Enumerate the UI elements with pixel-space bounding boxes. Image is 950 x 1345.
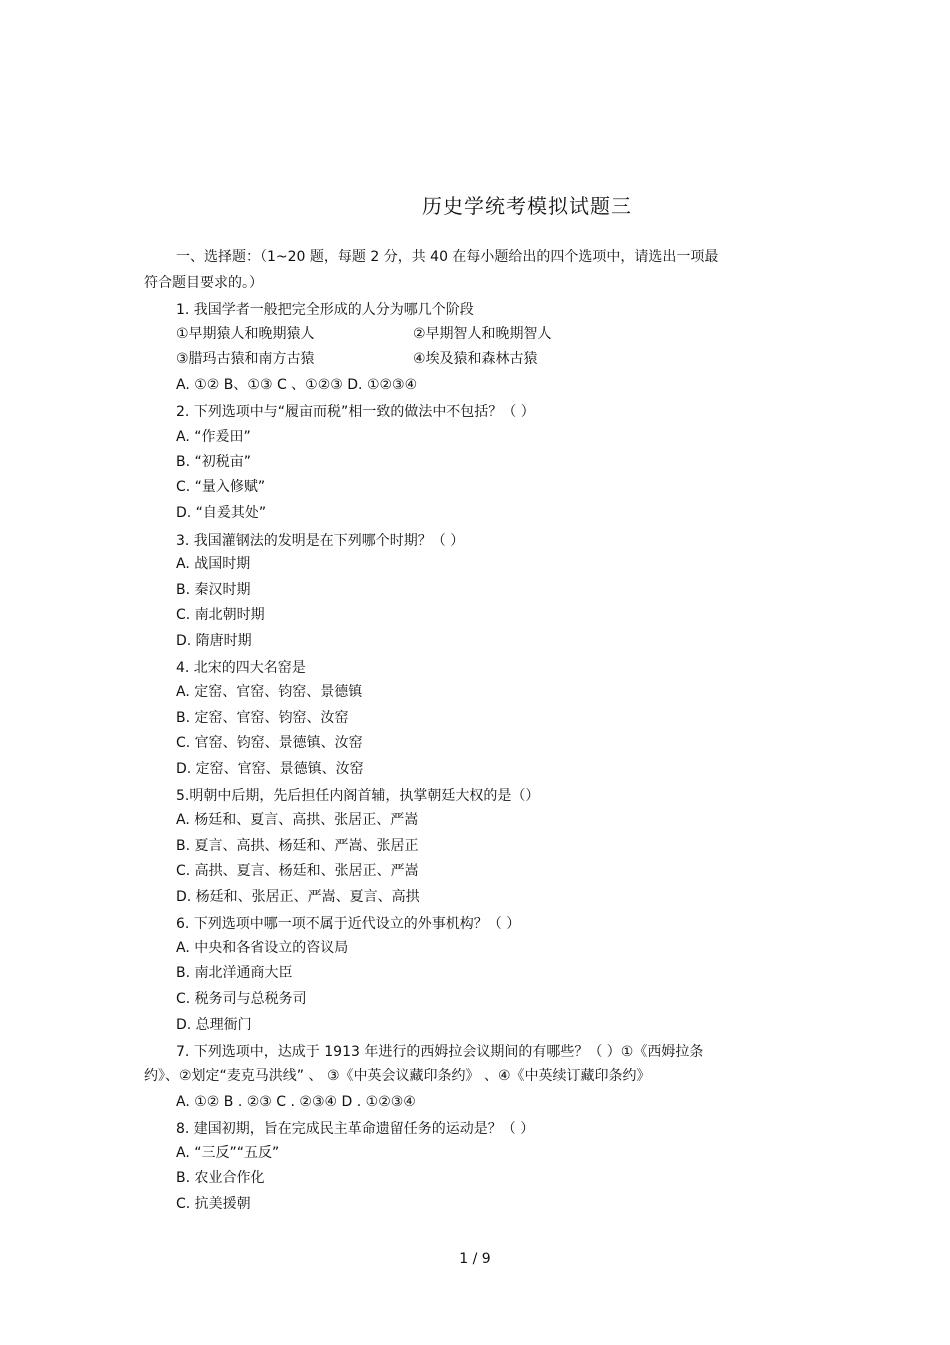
instructions-line-1: 一、选择题：（1~20 题，每题 2 分，共 40 在每小题给出的四个选项中，请选出一项最 <box>176 249 719 265</box>
q5-option-a: A. 杨廷和、夏言、高拱、张居正、严嵩 <box>176 812 419 828</box>
q4-option-b: B. 定窑、官窑、钧窑、汝窑 <box>176 710 349 726</box>
instructions-line-2: 符合题目要求的。） <box>144 275 263 291</box>
document-title: 历史学统考模拟试题三 <box>422 194 632 218</box>
q3-stem: 3. 我国灌钢法的发明是在下列哪个时期？（ ） <box>176 533 465 549</box>
q1-stem: 1. 我国学者一般把完全形成的人分为哪几个阶段 <box>176 302 474 318</box>
q5-option-c: C. 高拱、夏言、杨廷和、张居正、严嵩 <box>176 863 419 879</box>
q6-option-a: A. 中央和各省设立的咨议局 <box>176 940 349 956</box>
q4-option-d: D. 定窑、官窑、景德镇、汝窑 <box>176 761 364 777</box>
q7-choices: A. ①② B . ②③ C . ②③④ D . ①②③④ <box>176 1094 416 1110</box>
q1-item-2: ②早期智人和晚期智人 <box>413 326 552 342</box>
q4-option-c: C. 官窑、钧窑、景德镇、汝窑 <box>176 735 363 751</box>
q1-item-3: ③腊玛古猿和南方古猿 <box>176 351 315 367</box>
q3-option-c: C. 南北朝时期 <box>176 607 265 623</box>
q5-stem: 5.明朝中后期，先后担任内阁首辅，执掌朝廷大权的是（） <box>176 788 540 804</box>
page-number: 1 / 9 <box>459 1251 491 1267</box>
q3-option-d: D. 隋唐时期 <box>176 633 252 649</box>
q6-option-d: D. 总理衙门 <box>176 1017 252 1033</box>
q5-option-b: B. 夏言、高拱、杨廷和、严嵩、张居正 <box>176 838 419 854</box>
q7-stem-line-2: 约》、②划定“麦克马洪线” 、 ③《中英会议藏印条约》 、④《中英续订藏印条约》 <box>144 1068 651 1084</box>
q4-stem: 4. 北宋的四大名窑是 <box>176 660 306 676</box>
q2-option-a: A. “作爰田” <box>176 429 251 445</box>
q1-item-1: ①早期猿人和晚期猿人 <box>176 326 315 342</box>
q2-option-b: B. “初税亩” <box>176 454 252 470</box>
q2-stem: 2. 下列选项中与“履亩而税”相一致的做法中不包括？（ ） <box>176 404 535 420</box>
q2-option-c: C. “量入修赋” <box>176 479 266 495</box>
q8-option-c: C. 抗美援朝 <box>176 1196 251 1212</box>
q2-option-d: D. “自爰其处” <box>176 505 267 521</box>
q3-option-a: A. 战国时期 <box>176 556 251 572</box>
q8-option-b: B. 农业合作化 <box>176 1170 265 1186</box>
q6-option-b: B. 南北洋通商大臣 <box>176 965 293 981</box>
q7-stem-line-1: 7. 下列选项中，达成于 1913 年进行的西姆拉会议期间的有哪些？（ ）①《西姆拉条 <box>176 1044 704 1060</box>
q8-option-a: A. “三反”“五反” <box>176 1145 280 1161</box>
q1-choices: A. ①② B、①③ C 、①②③ D. ①②③④ <box>176 377 418 393</box>
q3-option-b: B. 秦汉时期 <box>176 582 251 598</box>
q6-option-c: C. 税务司与总税务司 <box>176 991 307 1007</box>
q6-stem: 6. 下列选项中哪一项不属于近代设立的外事机构？（ ） <box>176 916 521 932</box>
q8-stem: 8. 建国初期，旨在完成民主革命遗留任务的运动是？（ ） <box>176 1121 535 1137</box>
q1-item-4: ④埃及猿和森林古猿 <box>413 351 538 367</box>
q4-option-a: A. 定窑、官窑、钧窑、景德镇 <box>176 684 363 700</box>
q5-option-d: D. 杨廷和、张居正、严嵩、夏言、高拱 <box>176 889 420 905</box>
